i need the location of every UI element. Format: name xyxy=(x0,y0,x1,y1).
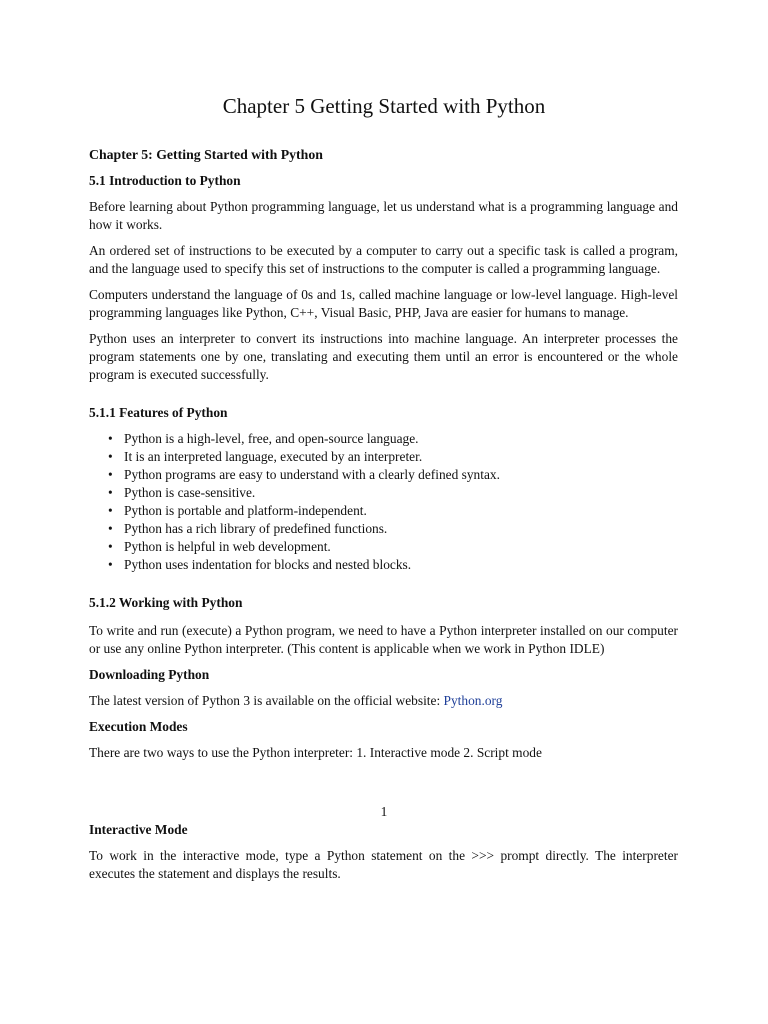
list-item-text: Python is case-sensitive. xyxy=(124,485,256,500)
bullet-icon: • xyxy=(108,431,113,446)
list-item-text: Python is portable and platform-independent. xyxy=(124,503,367,518)
python-prompt: >>> xyxy=(471,848,495,863)
list-item xyxy=(89,520,678,538)
page-number: 1 xyxy=(380,804,388,819)
list-item xyxy=(89,448,678,466)
chapter-heading: Chapter 5: Getting Started with Python xyxy=(89,147,323,162)
execution-modes-heading: Execution Modes xyxy=(89,719,188,734)
list-item xyxy=(89,484,678,502)
bullet-icon: • xyxy=(108,521,113,536)
paragraph: Python uses an interpreter to convert its instructions into machine language. An interpreter processes the program statements one by one, translating and executing them until an error is encountered or the whole program is executed successfully. xyxy=(89,331,678,382)
bullet-icon: • xyxy=(108,467,113,482)
interactive-mode-paragraph xyxy=(89,847,678,883)
interactive-mode-text: prompt directly. The interpreter executes the statement and displays the results. xyxy=(89,848,678,881)
bullet-icon: • xyxy=(108,539,113,554)
paragraph: Computers understand the language of 0s and 1s, called machine language or low-level language. High-level programming languages like Python, C++, Visual Basic, PHP, Java are easier for humans to manage. xyxy=(89,287,678,320)
features-list xyxy=(89,430,678,574)
list-item xyxy=(89,538,678,556)
lower-content xyxy=(89,821,678,883)
page-content xyxy=(89,146,678,762)
bullet-icon: • xyxy=(108,485,113,500)
interactive-mode-heading: Interactive Mode xyxy=(89,822,188,837)
list-item xyxy=(89,466,678,484)
python-org-link[interactable]: Python.org xyxy=(443,693,503,708)
paragraph: To write and run (execute) a Python program, we need to have a Python interpreter installed on our computer or use any online Python interpreter. (This content is applicable when we work in Python IDLE) xyxy=(89,623,678,656)
downloading-paragraph xyxy=(89,692,678,710)
bullet-icon: • xyxy=(108,503,113,518)
document-title: Chapter 5 Getting Started with Python xyxy=(222,94,546,118)
list-item-text: It is an interpreted language, executed by an interpreter. xyxy=(124,449,423,464)
bullet-icon: • xyxy=(108,449,113,464)
interactive-mode-text: To work in the interactive mode, type a Python statement on the xyxy=(89,848,472,863)
bullet-icon: • xyxy=(108,557,113,572)
section-heading-5-1-2: 5.1.2 Working with Python xyxy=(89,595,243,610)
section-heading-5-1-1: 5.1.1 Features of Python xyxy=(89,405,228,420)
list-item-text: Python has a rich library of predefined functions. xyxy=(124,521,388,536)
list-item xyxy=(89,556,678,574)
downloading-text: The latest version of Python 3 is available on the official website: xyxy=(89,693,444,708)
section-heading-5-1: 5.1 Introduction to Python xyxy=(89,173,241,188)
list-item xyxy=(89,502,678,520)
paragraph: An ordered set of instructions to be executed by a computer to carry out a specific task is called a program, and the language used to specify this set of instructions to the computer is called a programming language. xyxy=(89,243,678,276)
list-item-text: Python is helpful in web development. xyxy=(124,539,331,554)
paragraph: Before learning about Python programming language, let us understand what is a programming language and how it works. xyxy=(89,199,678,232)
execution-modes-paragraph: There are two ways to use the Python interpreter: 1. Interactive mode 2. Script mode xyxy=(89,745,542,760)
downloading-heading: Downloading Python xyxy=(89,667,210,682)
list-item-text: Python is a high-level, free, and open-source language. xyxy=(124,431,419,446)
list-item-text: Python uses indentation for blocks and nested blocks. xyxy=(124,557,412,572)
list-item-text: Python programs are easy to understand with a clearly defined syntax. xyxy=(124,467,500,482)
list-item xyxy=(89,430,678,448)
